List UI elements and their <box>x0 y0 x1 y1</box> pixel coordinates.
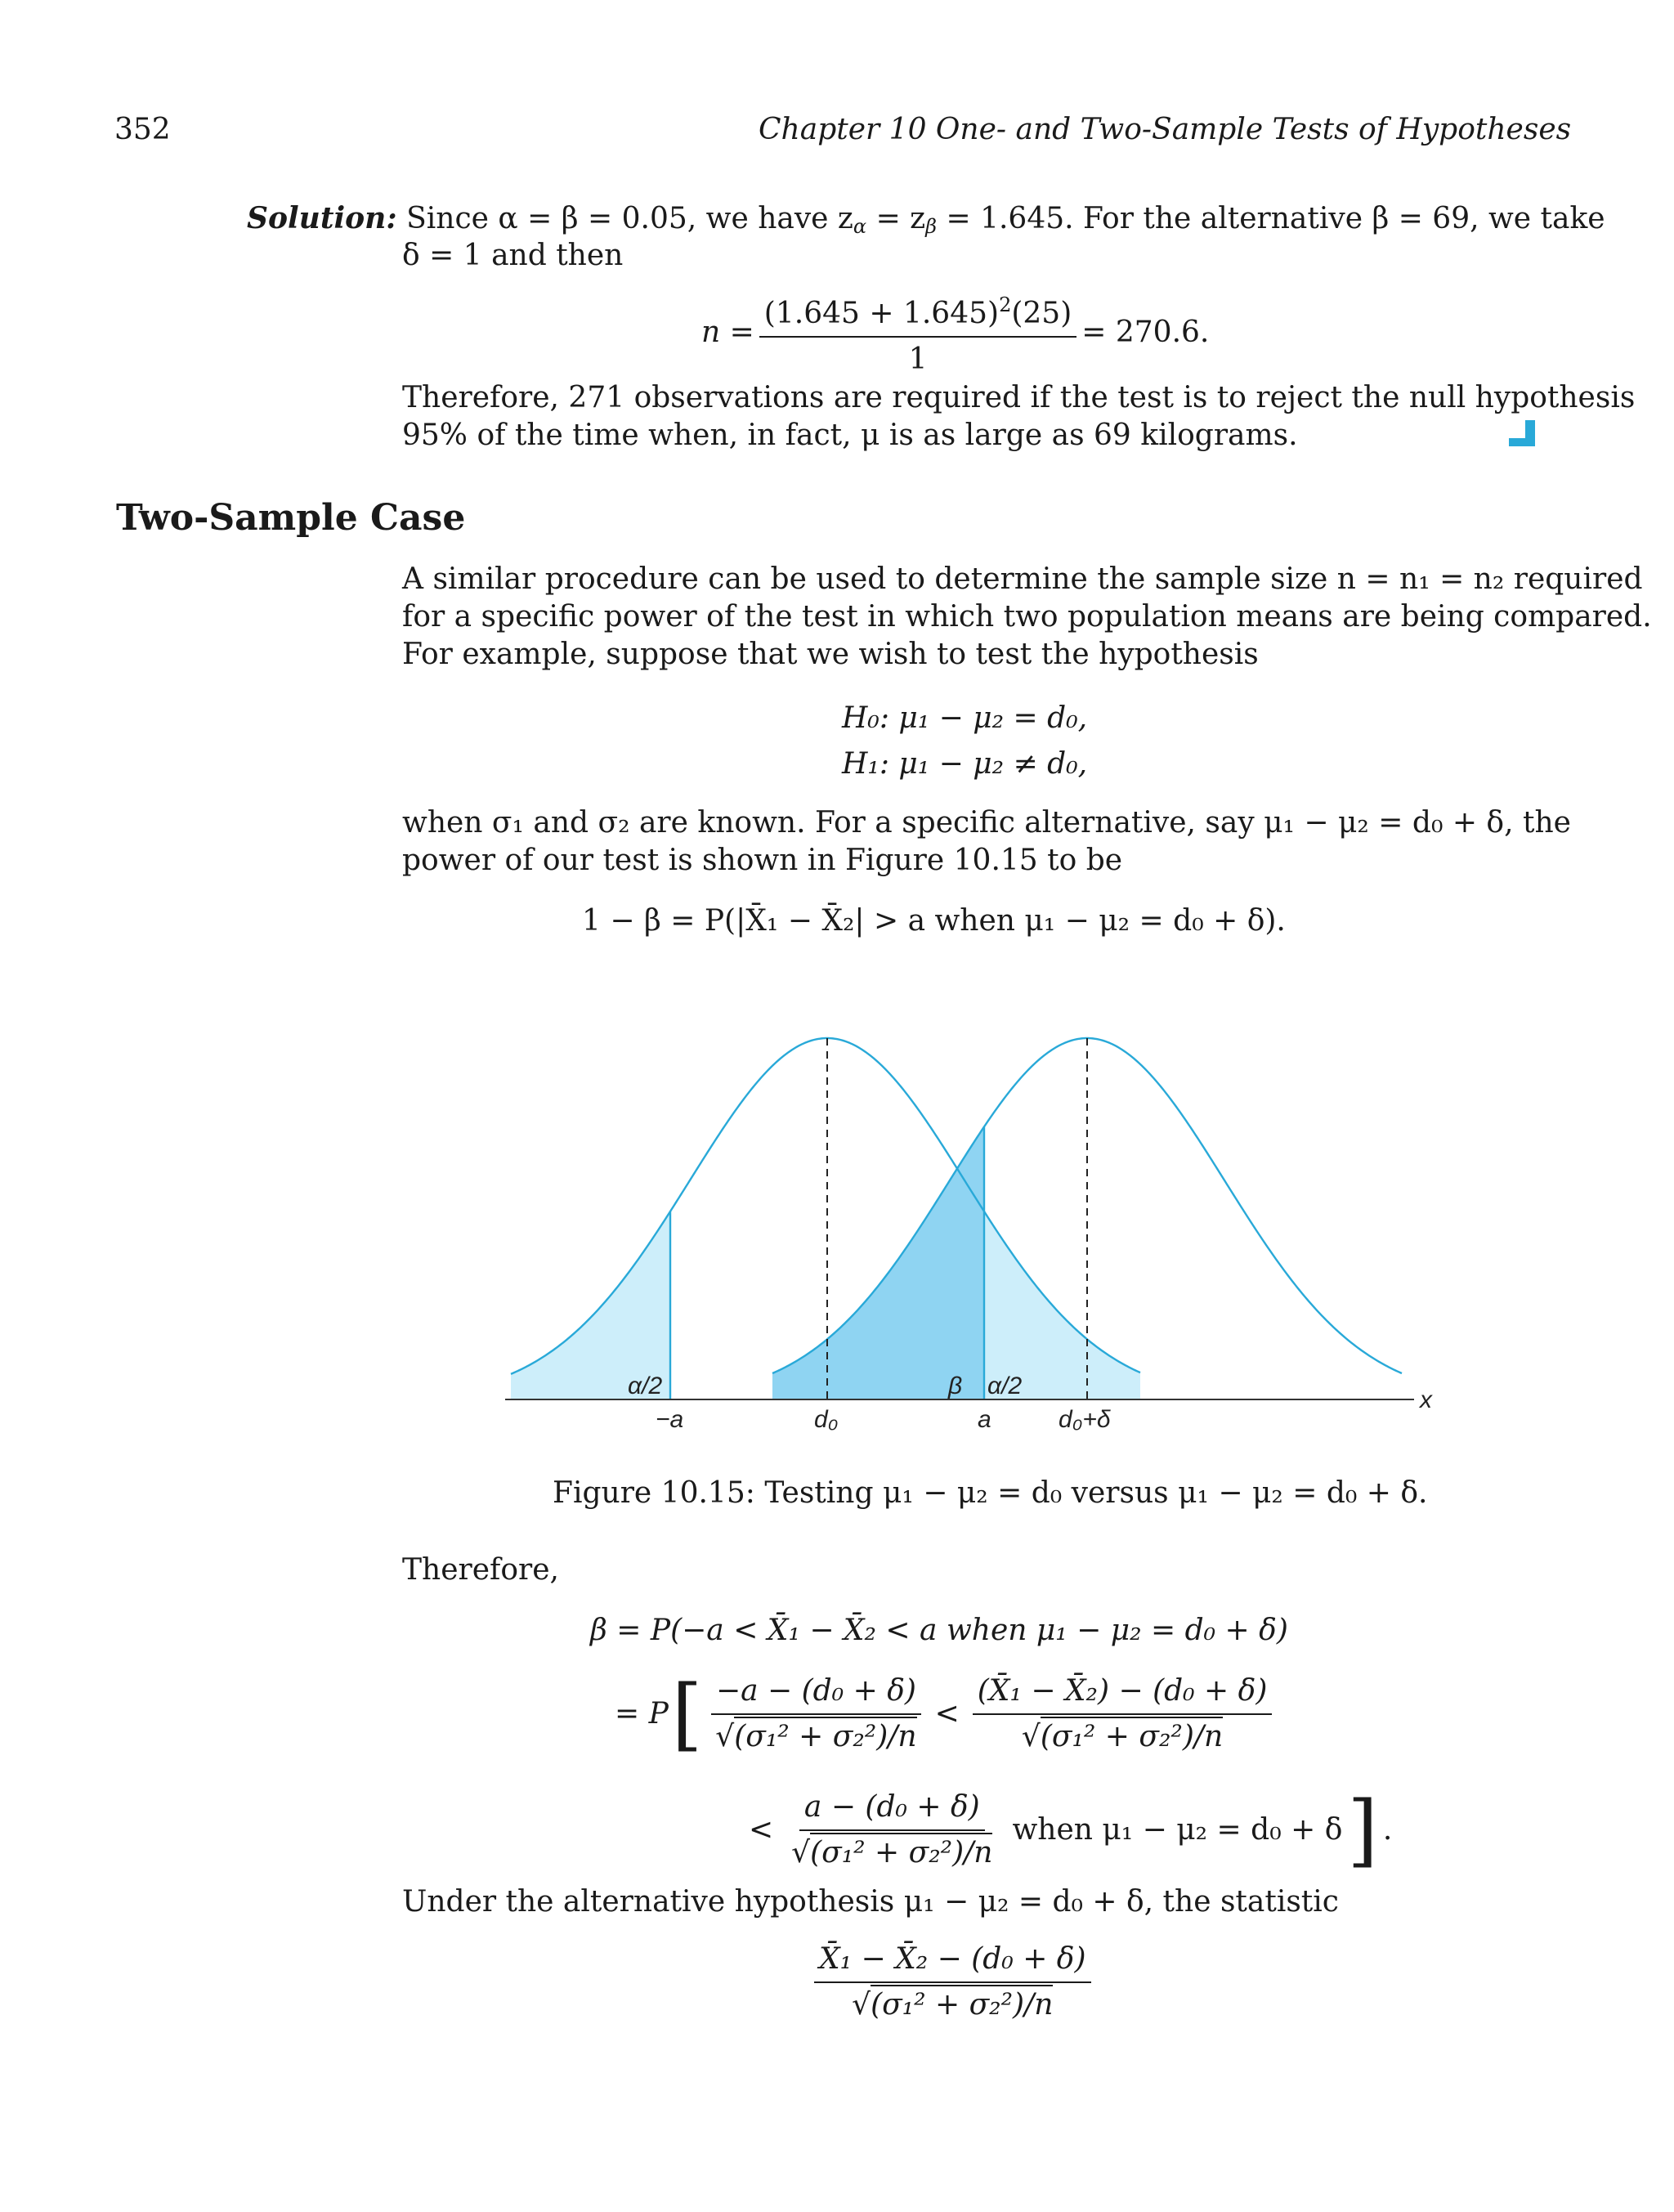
statistic-fraction: $\frac{\text{X̄₁ − X̄₂ − (d₀ + δ)}}{\text{√(σ₁² + σ₂²)/n}}$ <box>814 1941 1091 2024</box>
fraction-1-num: −a − (d₀ + δ) <box>711 1672 921 1715</box>
closing-text: Under the alternative hypothesis μ₁ − μ₂ = d₀ + δ, the statistic <box>402 1885 1339 1919</box>
derivation-when: when μ₁ − μ₂ = d₀ + δ <box>1012 1813 1343 1847</box>
a-label: a <box>978 1406 991 1433</box>
eq-p: = P <box>615 1697 669 1731</box>
fraction-2-den: (σ₁² + σ₂²)/n <box>1041 1717 1223 1753</box>
section-para-2: for a specific power of the test in which two population means are being compared. <box>402 600 1652 634</box>
d0-label: d₀ <box>814 1406 839 1433</box>
solution-conclusion-1: Therefore, 271 observations are required if the test is to reject the null hypothesis <box>402 381 1636 414</box>
fraction-1-den: (σ₁² + σ₂²)/n <box>734 1717 916 1753</box>
section-para-1: A similar procedure can be used to determine the sample size n = n₁ = n₂ required <box>402 562 1643 596</box>
statistic-den: (σ₁² + σ₂²)/n <box>871 1985 1053 2022</box>
power-equation: 1 − β = P(|X̄₁ − X̄₂| > a when μ₁ − μ₂ = d₀ + δ). <box>582 904 1286 938</box>
end-of-solution-icon <box>1509 420 1537 448</box>
alternative-hypothesis: H₁: μ₁ − μ₂ ≠ d₀, <box>842 747 1088 781</box>
right-tail-region <box>984 1211 1140 1399</box>
eq-lhs: n = <box>701 315 754 349</box>
fraction-3-num: a − (d₀ + δ) <box>799 1789 985 1831</box>
derivation-line-1: β = P(−a < X̄₁ − X̄₂ < a when μ₁ − μ₂ = d₀ + δ) <box>590 1614 1288 1647</box>
fraction-1: $\frac{\text{−a − (d₀ + δ)}}{\text{√(σ₁² + σ₂²)/n}}$ <box>710 1672 921 1756</box>
solution-line-1: Solution: Since α = β = 0.05, we have $z_\alpha = z_\beta = 1.645$. For the alternative β = 69, we take <box>247 201 1605 238</box>
lt-2: < <box>749 1813 774 1847</box>
eq-denominator: 1 <box>908 343 928 376</box>
section-para-4: when σ₁ and σ₂ are known. For a specific alternative, say μ₁ − μ₂ = d₀ + δ, the <box>402 806 1571 840</box>
alpha-half-right-label: α/2 <box>987 1372 1023 1399</box>
eq-numerator-tail: (25) <box>1011 297 1072 330</box>
solution-text-b: = z <box>866 202 926 235</box>
x-axis-label: x <box>1420 1386 1432 1413</box>
beta-region <box>772 1126 984 1399</box>
neg-a-label: −a <box>656 1406 684 1433</box>
closing-statistic <box>809 1941 1096 2024</box>
left-tail-region <box>511 1211 670 1399</box>
page-number: 352 <box>114 113 171 146</box>
fraction-3-den: (σ₁² + σ₂²)/n <box>810 1833 992 1869</box>
alpha-half-left-label: α/2 <box>628 1372 663 1399</box>
derivation-line-3 <box>749 1784 1393 1876</box>
normal-curves-figure <box>490 1030 1455 1455</box>
solution-label: Solution: <box>247 201 397 235</box>
sample-size-equation <box>701 286 1209 378</box>
derivation-line-2 <box>615 1668 1277 1760</box>
running-title: Chapter 10 One- and Two-Sample Tests of Hypotheses <box>759 113 1572 146</box>
section-para-5: power of our test is shown in Figure 10.15 to be <box>402 844 1123 877</box>
solution-text-a: Since α = β = 0.05, we have z <box>406 202 853 235</box>
section-para-3: For example, suppose that we wish to test the hypothesis <box>402 638 1259 671</box>
d0-plus-delta-label: d₀+δ <box>1059 1406 1111 1433</box>
eq-fraction: $\frac{(1.645 + 1.645)^2(25)}{1}$ <box>759 286 1076 378</box>
lt-1: < <box>934 1697 960 1731</box>
solution-conclusion-2: 95% of the time when, in fact, μ is as large as 69 kilograms. <box>402 419 1298 452</box>
section-title: Two-Sample Case <box>116 497 466 539</box>
fraction-3: $\frac{\text{a − (d₀ + δ)}}{\text{√(σ₁² + σ₂²)/n}}$ <box>791 1790 993 1869</box>
right-bracket: ] <box>1347 1784 1378 1876</box>
eq-numerator: (1.645 + 1.645) <box>763 297 1000 330</box>
null-hypothesis: H₀: μ₁ − μ₂ = d₀, <box>842 701 1088 735</box>
derivation-end: . <box>1382 1813 1393 1847</box>
figure-caption: Figure 10.15: Testing μ₁ − μ₂ = d₀ versus μ₁ − μ₂ = d₀ + δ. <box>553 1476 1428 1510</box>
solution-line-2: δ = 1 and then <box>402 239 624 272</box>
beta-label: β <box>948 1372 963 1399</box>
left-bracket: [ <box>671 1668 703 1760</box>
derivation-intro: Therefore, <box>402 1553 559 1587</box>
fraction-2: $\frac{\text{(X̄₁ − X̄₂) − (d₀ + δ)}}{\text{√(σ₁² + σ₂²)/n}}$ <box>973 1672 1273 1756</box>
eq-rhs: = 270.6. <box>1081 315 1210 349</box>
solution-text-c: = 1.645. For the alternative β = 69, we take <box>937 202 1605 235</box>
fraction-2-num: (X̄₁ − X̄₂) − (d₀ + δ) <box>973 1672 1273 1715</box>
statistic-num: X̄₁ − X̄₂ − (d₀ + δ) <box>814 1941 1091 1983</box>
